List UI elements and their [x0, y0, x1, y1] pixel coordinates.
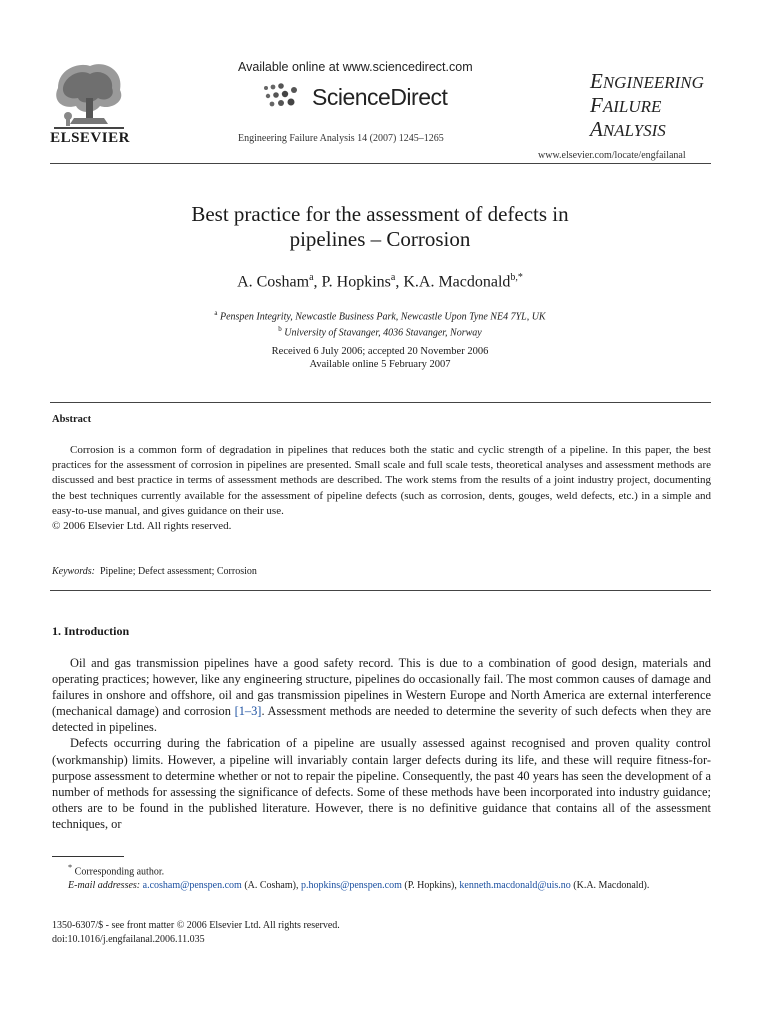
- article-title: Best practice for the assessment of defects in pipelines – Corrosion: [191, 202, 569, 251]
- available-date: Available online 5 February 2007: [309, 359, 451, 370]
- keywords-values: Pipeline; Defect assessment; Corrosion: [99, 566, 257, 577]
- abstract-body: [52, 443, 711, 534]
- header-divider: [50, 163, 711, 164]
- sciencedirect-wordmark[interactable]: ScienceDirect: [312, 84, 448, 110]
- received-date: Received 6 July 2006; accepted 20 November 2006: [271, 346, 489, 357]
- introduction-body: [52, 655, 711, 832]
- affiliation-b: $^b$ University of Stavanger, 4036 Stavanger, Norway: [278, 325, 482, 339]
- journal-title-block: [590, 70, 704, 142]
- issn-line: 1350-6307/$ - see front matter © 2006 Elsevier Ltd. All rights reserved.: [52, 920, 340, 931]
- section-heading-introduction: 1. Introduction: [52, 624, 130, 638]
- intro-paragraph-2: Defects occurring during the fabrication of a pipeline are usually assessed against recognised and proven quality control (workmanship) limits. However, a pipeline will invariably contain larger defects during its life, and these will require fitness-for-purpose assessment to determine whether or not to repair the pipeline. Consequently, the past 40 years has seen the development of a number of methods for assessing the significance of defects. Some of these methods have been incorporated into industry guidance; others are to be found in the published literature. However, there is no definitive guidance that contains all of the assessment techniques, or: [52, 736, 711, 831]
- affiliation-a: $^a$ Penspen Integrity, Newcastle Business Park, Newcastle Upon Tyne NE4 7YL, UK: [214, 309, 546, 323]
- publisher-name: ELSEVIER: [50, 130, 130, 146]
- abstract-bottom-divider: [50, 590, 711, 591]
- abstract-top-divider: [50, 402, 711, 403]
- available-online-text[interactable]: Available online at www.sciencedirect.com: [238, 60, 473, 74]
- doi-link[interactable]: doi:10.1016/j.engfailanal.2006.11.035: [52, 933, 205, 945]
- journal-citation: Engineering Failure Analysis 14 (2007) 1245–1265: [238, 133, 444, 144]
- intro-paragraph-1: Oil and gas transmission pipelines have a good safety record. This is due to a combination of good design, materials and operating practices; however, like any engineering structure, pipelines do occasionally fail. The most common causes of damage and failures in onshore and offshore, oil and gas transmission pipelines in Western Europe and North America are external interference (mechanical damage) and corrosion [1–3]. Assessment methods are needed to determine the severity of such defects when they are detected in pipelines.: [52, 656, 711, 735]
- journal-url-link[interactable]: www.elsevier.com/locate/engfailanal: [538, 150, 686, 161]
- keywords-line: [52, 566, 257, 577]
- journal-title-line-1: ENGINEERING: [590, 69, 704, 93]
- article-dates: [80, 345, 680, 371]
- footnote-marker: *: [68, 863, 73, 872]
- author-name: A. Cosham: [237, 273, 310, 291]
- abstract-heading: Abstract: [52, 414, 92, 425]
- email-addresses: E-mail addresses: a.cosham@penspen.com (A. Cosham), p.hopkins@penspen.com (P. Hopkins), kenneth.macdonald@uis.no (K.A. Macdonald).: [68, 879, 650, 891]
- sciencedirect-dots-icon: [262, 82, 312, 112]
- affiliations: [80, 307, 680, 340]
- abstract-copyright: © 2006 Elsevier Ltd. All rights reserved.: [52, 520, 232, 533]
- citation-link[interactable]: [1–3]: [234, 704, 262, 719]
- footnote-divider: [52, 856, 124, 857]
- email-link[interactable]: a.cosham@penspen.com: [142, 879, 242, 891]
- author-name: K.A. Macdonald: [403, 273, 511, 291]
- email-link[interactable]: kenneth.macdonald@uis.no: [459, 879, 571, 891]
- elsevier-tree-logo: [50, 58, 128, 130]
- footnote: [52, 861, 711, 892]
- abstract-paragraph: Corrosion is a common form of degradation in pipelines that reduces both the static and cyclic strength of a pipeline. In this paper, the best practices for the assessment of corrosion in pipelines are presented. Small scale and full scale tests, theoretical analyses and assessment methods are discussed and best practice in terms of assessment methods are described. The work stems from the results of a joint industry project, documenting the best techniques currently available for the assessment of pipeline defects (such as corrosion, dents, gouges, weld defects, etc.) in a simple and easy-to-use manual, and gives guidance on their use.: [52, 444, 711, 517]
- keywords-label: Keywords:: [52, 566, 95, 577]
- issn-doi-block: [52, 919, 340, 946]
- journal-title-line-3: ANALYSIS: [590, 117, 666, 141]
- corresponding-author-note: Corresponding author.: [74, 866, 165, 878]
- author-list: A. Cosham$^a$, P. Hopkins$^a$, K.A. Macdonald$^{b,*}$: [237, 272, 523, 291]
- email-link[interactable]: p.hopkins@penspen.com: [300, 879, 402, 891]
- author-name: P. Hopkins: [321, 273, 391, 291]
- journal-title-line-2: FAILURE: [590, 93, 662, 117]
